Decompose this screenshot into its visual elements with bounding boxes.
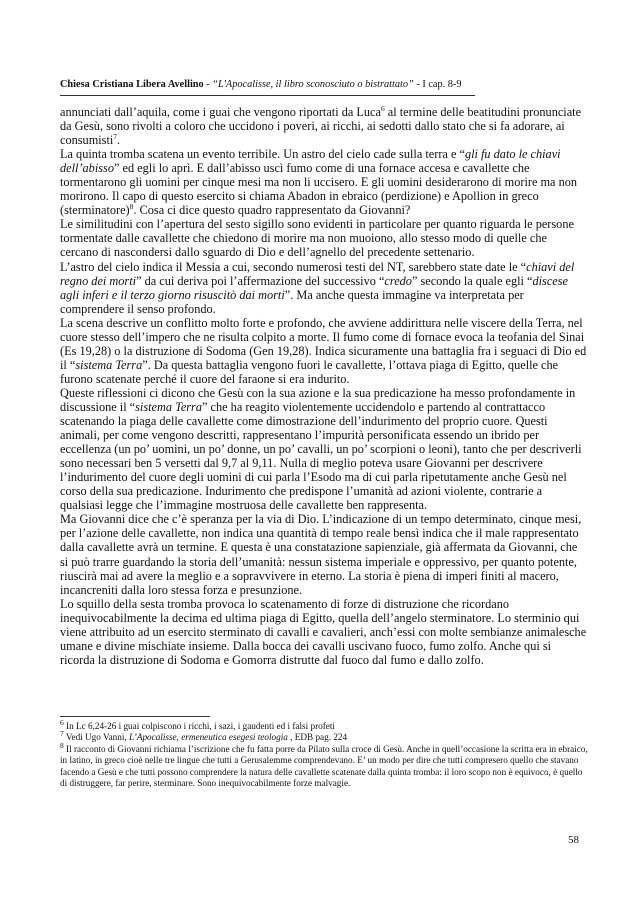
text-run: L’astro del cielo indica il Messia a cui, secondo numerosi testi del NT, sarebbero state date le “ [60,259,527,274]
paragraph-3: Le similitudini con l’apertura del sesto sigillo sono evidenti in particolare per quanto riguarda le persone tormentate dalle cavallette che chiedono di morire ma non muoiono, allo stesso modo di quelle che cercano di nascondersi dallo sguardo di Dio e dell’agnello del precedente settenario. [60,217,574,260]
footnote-number: 7 [60,729,64,739]
footnote-ref-8[interactable]: 8 [129,202,134,212]
footnote-text: Il racconto di Giovanni richiama l’iscrizione che fu fatta porre da Pilato sulla croce di Gesù. Anche in quell’occasione la scritta era in ebraico, in latino, in greco cioè nelle tre lingue che tutti a Gerusalemme comprendevano. E’ un modo per dire che tutti compresero quello che stavano facendo a Gesù e che tutti possono comprendere la natura delle cavallette scatenate dalla quinta tromba: il loro scopo non è equivoco, è quello di distruggere, far perire, sterminare. Sono inequivocabilmente forze malvagie. [60,743,588,789]
running-header [60,78,588,91]
header-separator: - [203,79,213,90]
footnote-ref-6[interactable]: 6 [380,103,385,113]
header-chapter: - I cap. 8-9 [413,79,462,90]
text-run: ” da cui deriva poi l’affermazione del successivo “ [136,273,385,288]
quote-italic: chiavi del regno dei morti [60,259,575,288]
text-run: ”. Da questa battaglia vengono fuori le cavallette, l’ottava piaga di Egitto, quelle che furono scatenate perché il cuore del faraone si era indurito. [60,357,559,386]
text-run: La quinta tromba scatena un evento terribile. Un astro del cielo cade sulla terra e “ [60,147,465,162]
text-run: ”. Ma anche questa immagine va interpretata per comprendere il senso profondo. [60,287,524,316]
header-rule [60,95,475,96]
footnote-6 [60,717,588,732]
paragraph-2 [60,147,588,217]
paragraph-4 [60,260,588,316]
text-run: . [117,133,121,148]
quote-italic: sistema Terra [135,399,202,414]
header-title: “L'Apocalisse, il libro sconosciuto o bistrattato” [212,79,414,90]
text-run: al termine delle beatitudini pronunciate da Gesù, sono rivolti a coloro che uccidono i poveri, ai ricchi, ai sedotti dallo stato che si fa adorare, ai consumisti [60,105,582,148]
paragraph-1 [60,105,588,147]
footnote-text: , EDB pag. 224 [287,732,348,743]
paragraph-5 [60,316,588,386]
text-run: ” secondo la quale egli “ [411,273,533,288]
body-text [60,105,588,667]
page-content [60,78,588,667]
footnote-8 [60,740,588,790]
paragraph-7: Ma Giovanni dice che c’è speranza per la via di Dio. L’indicazione di un tempo determinato, cinque mesi, per l’azione delle cavallette, non indica una quantità di tempo reale bensì indica che il male rappresentato dalla cavallette avrà un termine. E questa è una constatazione sapienziale, già affermata da Giovanni, che si può trarre guardando la storia dell’umanità: nessun sistema imperiale e oppressivo, per quanto potente, riuscirà mai ad avere la meglio e a sopravvivere in eterno. La storia è piena di imperi finiti al macero, incancreniti dalla loro stessa forza e presunzione. [60,512,582,597]
quote-italic: sistema Terra [75,357,143,372]
footnote-text: Vedi Ugo Vanni, [63,732,129,743]
text-run: ” che ha reagito violentemente uccidendolo e partendo al contrattacco scatenando la piaga delle cavallette come dimostrazione dell’indurimento del proprio cuore. Questi animali, per come vengono descritti, rappresentano l’impurità personificata essendo un ibrido per eccellenza (un po’ uomini, un po’ donne, un po’ cavalli, un po’ scorpioni o leoni), tanto che per descriverli sono necessari ben 5 versetti dal 9,7 al 9,11. Nulla di meglio poteva usare Giovanni per descrivere l’indurimento del cuore degli uomini di cui parla l’Esodo ma di cui parla ripetutamente anche Gesù nel corso della sua predicazione. Indurimento che predispone l’umanità ad azioni violente, contrarie a qualsiasi legge che l’immagine mostruosa delle cavallette ben rappresenta. [60,399,582,513]
footnote-text: In Lc 6,24-26 i guai colpiscono i ricchi, i sazi, i gaudenti ed i falsi profeti [63,721,335,731]
footnotes [60,717,588,789]
page-number: 58 [568,834,579,846]
footnote-number: 8 [60,740,64,750]
text-run: La scena descrive un conflitto molto forte e profondo, che avviene addirittura nelle viscere della Terra, nel cuore stesso dell’impero che ne risulta colpito a morte. Il fumo come di fornace evoca la teofania del Sinai (Es 19,28) o la distruzione di Sodoma (Gen 19,28). Indica sicuramente una battaglia fra i seguaci di Dio ed il “ [60,315,587,372]
quote-italic: discese agli inferi e il terzo giorno risuscitò dai morti [60,273,568,302]
quote-italic: gli fu dato le chiavi dell’abisso [60,147,561,176]
footnote-rule [60,716,210,717]
text-run: . Cosa ci dice questo quadro rappresentato da Giovanni? [133,203,411,218]
text-run: ” ed egli lo aprì. E dall’abisso uscì fumo come di una fornace accesa e cavallette che tormentarono gli uomini per cinque mesi ma non li uccisero. E gli uomini desiderarono di morire ma non morirono. Il capo di questo esercito si chiama Abadon in ebraico (perdizione) e Apollion in greco (sterminatore) [60,161,578,218]
text-run: Queste riflessioni ci dicono che Gesù con la sua azione e la sua predicazione ha messo profondamente in discussione il “ [60,385,576,414]
paragraph-8: Lo squillo della sesta tromba provoca lo scatenamento di forze di distruzione che ricordano inequivocabilmente la decima ed ultima piaga di Egitto, quella dell’angelo sterminatore. Lo sterminio qui viene attribuito ad un esercito sterminato di cavalli e cavalieri, anch’essi con molte sembianze animalesche umane e divine mischiate insieme. Dalla bocca dei cavalli uscivano fuoco, fumo zolfo. Anche qui si ricorda la distruzione di Sodoma e Gomorra distrutte dal fuoco dal fumo e dallo zolfo. [60,596,587,667]
header-org: Chiesa Cristiana Libera Avellino [60,79,204,90]
footnote-7 [60,729,588,743]
book-title: L’Apocalisse, ermeneutica esegesi teologia [129,732,288,743]
quote-italic: credo [384,273,412,288]
footnote-ref-7[interactable]: 7 [113,132,118,141]
text-run: annunciati dall’aquila, come i guai che vengono riportati da Luca [60,105,381,119]
paragraph-6 [60,386,588,512]
footnote-number: 6 [60,717,64,727]
